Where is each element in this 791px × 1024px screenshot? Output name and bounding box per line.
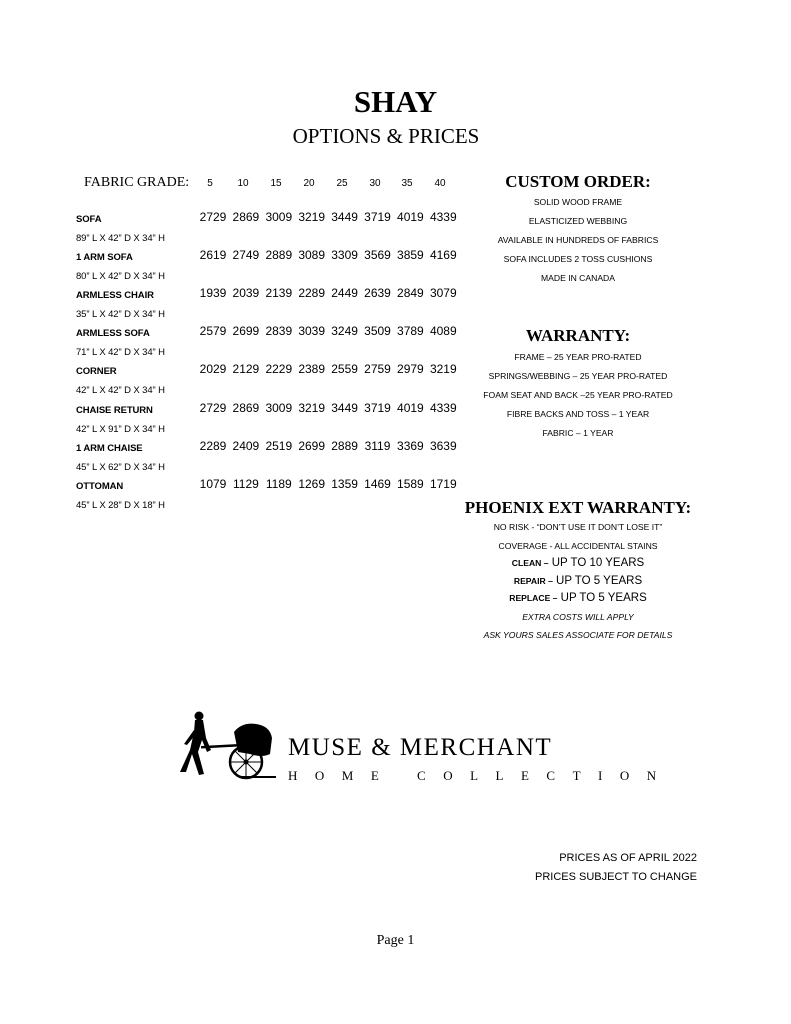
price-cell: 2749 (232, 248, 260, 263)
price-cell: 3119 (364, 438, 391, 453)
custom-order-line: SOLID WOOD FRAME (533, 197, 623, 207)
product-name: ARMLESS CHAIR (76, 290, 154, 302)
price-cell: 3789 (397, 324, 424, 339)
warranty-line: FABRIC – 1 YEAR (542, 428, 614, 438)
product-name: CHAISE RETURN (76, 404, 153, 416)
price-cell: 1269 (298, 476, 326, 491)
warranty-title: WARRANTY: (525, 326, 631, 345)
brand-subtitle: HOME COLLECTION (288, 768, 674, 783)
price-cell: 3079 (429, 286, 457, 301)
page-subtitle: OPTIONS & PRICES (292, 124, 480, 148)
phoenix-replace-label: REPLACE – (509, 593, 558, 603)
price-cell: 1189 (265, 476, 292, 491)
price-cell: 2409 (232, 438, 260, 453)
price-cell: 3219 (429, 362, 457, 377)
phoenix-repair-value: UP TO 5 YEARS (552, 575, 643, 587)
warranty-line: SPRINGS/WEBBING – 25 YEAR PRO-RATED (488, 371, 668, 381)
product-dimensions: 45” L X 62” D X 34” H (76, 461, 165, 473)
custom-order-title: CUSTOM ORDER: (505, 172, 651, 191)
price-cell: 4339 (429, 210, 457, 224)
price-cell: 4019 (397, 400, 424, 415)
product-dimensions: 42” L X 91” D X 34” H (76, 423, 165, 435)
price-cell: 3009 (265, 210, 293, 224)
price-cell: 1939 (199, 286, 227, 301)
price-cell: 2519 (265, 438, 293, 453)
price-cell: 3569 (364, 248, 391, 263)
grade-header: 10 (237, 178, 249, 189)
price-cell: 2129 (232, 362, 260, 377)
warranty-line: FRAME – 25 YEAR PRO-RATED (514, 352, 642, 362)
page-title: SHAY (353, 84, 438, 119)
phoenix-extra-costs: EXTRA COSTS WILL APPLY (522, 612, 634, 622)
custom-order-line: AVAILABLE IN HUNDREDS OF FABRICS (497, 235, 659, 245)
product-dimensions: 45” L X 28” D X 18” H (76, 499, 165, 511)
price-cell: 3449 (331, 400, 358, 415)
price-cell: 3509 (364, 324, 391, 339)
price-cell: 2139 (265, 286, 293, 301)
warranty-line: FIBRE BACKS AND TOSS – 1 YEAR (506, 409, 650, 419)
price-cell: 3249 (331, 324, 358, 339)
price-cell: 1079 (199, 476, 227, 491)
price-cell: 3639 (429, 438, 457, 453)
product-dimensions: 35” L X 42” D X 34” H (76, 309, 165, 321)
grade-header: 40 (434, 178, 446, 189)
product-name: 1 ARM SOFA (76, 252, 133, 264)
price-cell: 2729 (199, 400, 227, 415)
price-cell: 2729 (199, 210, 227, 224)
price-cell: 2979 (397, 362, 424, 377)
phoenix-repair-label: REPAIR – (513, 576, 553, 586)
grade-header: 25 (336, 178, 348, 189)
price-cell: 2639 (364, 286, 391, 301)
price-cell: 2699 (298, 438, 326, 453)
price-cell: 2889 (331, 438, 358, 453)
price-cell: 2579 (199, 324, 227, 339)
grade-header: 30 (369, 178, 381, 189)
prices-subject-note: PRICES SUBJECT TO CHANGE (535, 871, 697, 883)
phoenix-repair (462, 575, 694, 587)
price-cell: 2759 (364, 362, 391, 377)
price-cell: 4339 (429, 400, 457, 415)
warranty-line: FOAM SEAT AND BACK –25 YEAR PRO-RATED (483, 390, 673, 400)
product-name: SOFA (76, 214, 102, 225)
price-cell: 3039 (298, 324, 326, 339)
phoenix-clean-label: CLEAN – (511, 558, 549, 568)
rickshaw-logo-icon (176, 710, 276, 782)
price-cell: 1129 (232, 476, 259, 491)
custom-order-line: SOFA INCLUDES 2 TOSS CUSHIONS (503, 254, 653, 264)
price-cell: 1719 (429, 476, 457, 491)
product-name: OTTOMAN (76, 480, 124, 492)
prices-as-of-note: PRICES AS OF APRIL 2022 (559, 852, 697, 864)
price-cell: 3719 (364, 210, 391, 224)
price-cell: 3219 (298, 400, 326, 415)
price-cell: 2849 (397, 286, 424, 301)
phoenix-clean-value: UP TO 10 YEARS (548, 557, 645, 569)
price-cell: 3009 (265, 400, 293, 415)
brand-name: MUSE & MERCHANT (288, 734, 553, 761)
phoenix-line: COVERAGE - ALL ACCIDENTAL STAINS (498, 541, 658, 551)
price-cell: 3219 (298, 210, 326, 224)
product-name: 1 ARM CHAISE (76, 442, 143, 454)
price-cell: 2889 (265, 248, 293, 263)
grade-header: 35 (401, 178, 413, 189)
price-cell: 2029 (199, 362, 227, 377)
phoenix-warranty-title: PHOENIX EXT WARRANTY: (464, 498, 692, 517)
price-cell: 2289 (199, 438, 227, 453)
price-cell: 2389 (298, 362, 326, 377)
price-cell: 3309 (331, 248, 358, 263)
product-dimensions: 89” L X 42” D X 34” H (76, 233, 165, 244)
fabric-grade-label: FABRIC GRADE: (84, 175, 190, 190)
price-cell: 2619 (199, 248, 227, 263)
product-dimensions: 71” L X 42” D X 34” H (76, 347, 165, 359)
product-dimensions: 42” L X 42” D X 34” H (76, 385, 165, 397)
price-cell: 3859 (397, 248, 424, 263)
price-cell: 2869 (232, 400, 260, 415)
price-cell: 3369 (397, 438, 424, 453)
price-cell: 3089 (298, 248, 326, 263)
product-name: CORNER (76, 366, 117, 378)
custom-order-line: MADE IN CANADA (540, 273, 615, 283)
price-cell: 2839 (265, 324, 293, 339)
phoenix-replace (462, 592, 694, 604)
price-cell: 4089 (429, 324, 457, 339)
price-cell: 2449 (331, 286, 358, 301)
price-cell: 4169 (429, 248, 457, 263)
price-cell: 2289 (298, 286, 326, 301)
grade-header: 20 (303, 178, 315, 189)
price-cell: 1469 (364, 476, 391, 491)
price-cell: 4019 (397, 210, 424, 224)
price-cell: 2559 (331, 362, 358, 377)
page-number: Page 1 (376, 933, 415, 948)
price-cell: 1589 (397, 476, 424, 491)
price-cell: 2699 (232, 324, 260, 339)
price-cell: 1359 (331, 476, 358, 491)
phoenix-replace-value: UP TO 5 YEARS (557, 592, 647, 604)
product-dimensions: 80” L X 42” D X 34” H (76, 271, 165, 283)
phoenix-line: NO RISK - “DON’T USE IT DON’T LOSE IT” (493, 522, 663, 532)
grade-header: 5 (207, 178, 213, 189)
price-cell: 3719 (364, 400, 391, 415)
price-cell: 2039 (232, 286, 260, 301)
price-cell: 2229 (265, 362, 293, 377)
price-cell: 2869 (232, 210, 260, 224)
product-name: ARMLESS SOFA (76, 328, 150, 340)
phoenix-clean (462, 557, 694, 569)
price-cell: 3449 (331, 210, 358, 224)
custom-order-line: ELASTICIZED WEBBING (528, 216, 628, 226)
grade-header: 15 (270, 178, 282, 189)
phoenix-ask-associate: ASK YOURS SALES ASSOCIATE FOR DETAILS (483, 630, 673, 640)
